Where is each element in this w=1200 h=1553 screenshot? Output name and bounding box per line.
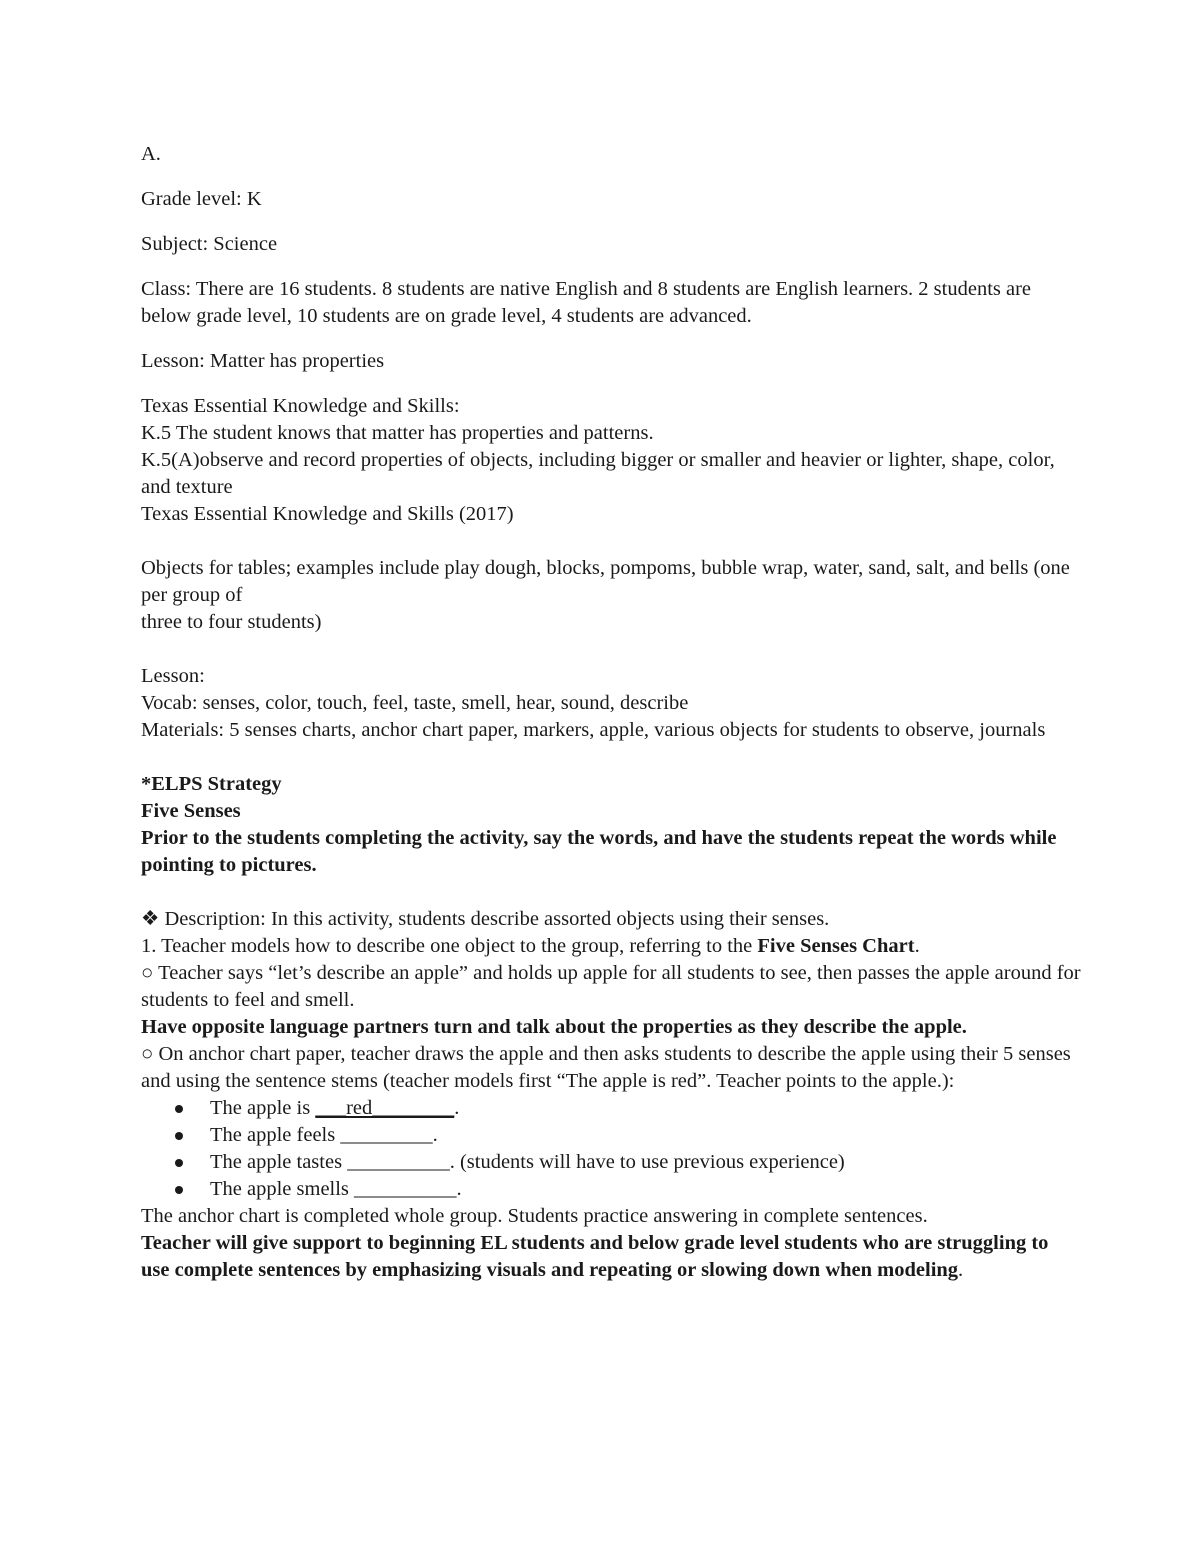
objects-block [141,555,1081,636]
description: ❖ Description: In this activity, students describe assorted objects using their senses. [141,908,830,930]
teacher-says: ○ Teacher says “let’s describe an apple” and holds up apple for all students to see, then passes the apple around for students to feel and smell. [141,962,1081,1011]
list-item: The apple feels _________. [141,1122,1081,1149]
list-item: The apple smells __________. [141,1176,1081,1203]
teks-line: Texas Essential Knowledge and Skills (2017) [141,503,514,525]
anchor-chart-step: ○ On anchor chart paper, teacher draws the apple and then asks students to describe the apple using their 5 senses and using the sentence stems (teacher models first “The apple is red”. Teacher points to the apple.): [141,1043,1071,1092]
objects-text: Objects for tables; examples include play dough, blocks, pompoms, bubble wrap, water, sand, salt, and bells (one per group of [141,557,1070,606]
prior-instruction: Prior to the students completing the activity, say the words, and have the students repeat the words while pointing to pictures. [141,827,1057,876]
step-1-text: 1. Teacher models how to describe one object to the group, referring to the [141,935,758,957]
section-heading: A. [141,143,161,165]
sentence-stems [141,1095,1081,1203]
list-item: The apple tastes __________. (students will have to use previous experience) [141,1149,1081,1176]
list-item: The apple is ___red________. [141,1095,1081,1122]
partners-instruction: Have opposite language partners turn and talk about the properties as they describe the apple. [141,1016,967,1038]
step-1-end: . [914,935,920,957]
five-senses-chart-ref: Five Senses Chart [757,935,915,957]
support-text: Teacher will give support to beginning EL students and below grade level students who are struggling to use complete sentences by emphasizing visuals and repeating or slowing down when modeling [141,1232,1049,1281]
anchor-chart-done: The anchor chart is completed whole group. Students practice answering in complete sentences. [141,1205,928,1227]
teks-line: Texas Essential Knowledge and Skills: [141,395,460,417]
support-paragraph: Teacher will give support to beginning EL students and below grade level students who are struggling to use complete sentences by emphasizing visuals and repeating or slowing down when modeling. [141,1232,1049,1281]
document-body [141,141,1081,1284]
elps-title: *ELPS Strategy [141,773,282,795]
materials: Materials: 5 senses charts, anchor chart paper, markers, apple, various objects for students to observe, journals [141,719,1046,741]
stem-blank: ___red________ [315,1097,455,1119]
teks-line: K.5(A)observe and record properties of objects, including bigger or smaller and heavier or lighter, shape, color, and texture [141,449,1055,498]
grade-level: Grade level: K [141,188,262,210]
stem-blank: __________ [354,1178,457,1200]
step-1 [141,933,1081,960]
five-senses-title: Five Senses [141,800,241,822]
lesson-label: Lesson: [141,665,205,687]
class-info: Class: There are 16 students. 8 students are native English and 8 students are English learners. 2 students are below grade level, 10 students are on grade level, 4 students are advanced. [141,278,1032,327]
stem-blank: __________ [347,1151,450,1173]
elps-block [141,771,1081,879]
teks-block [141,393,1081,528]
activity-block [141,906,1081,1284]
objects-text-cont: three to four students) [141,611,322,633]
vocab: Vocab: senses, color, touch, feel, taste, smell, hear, sound, describe [141,692,689,714]
subject: Subject: Science [141,233,278,255]
lesson-title: Lesson: Matter has properties [141,350,385,372]
stem-blank: _________ [340,1124,433,1146]
lesson-block [141,663,1081,744]
teks-line: K.5 The student knows that matter has properties and patterns. [141,422,654,444]
